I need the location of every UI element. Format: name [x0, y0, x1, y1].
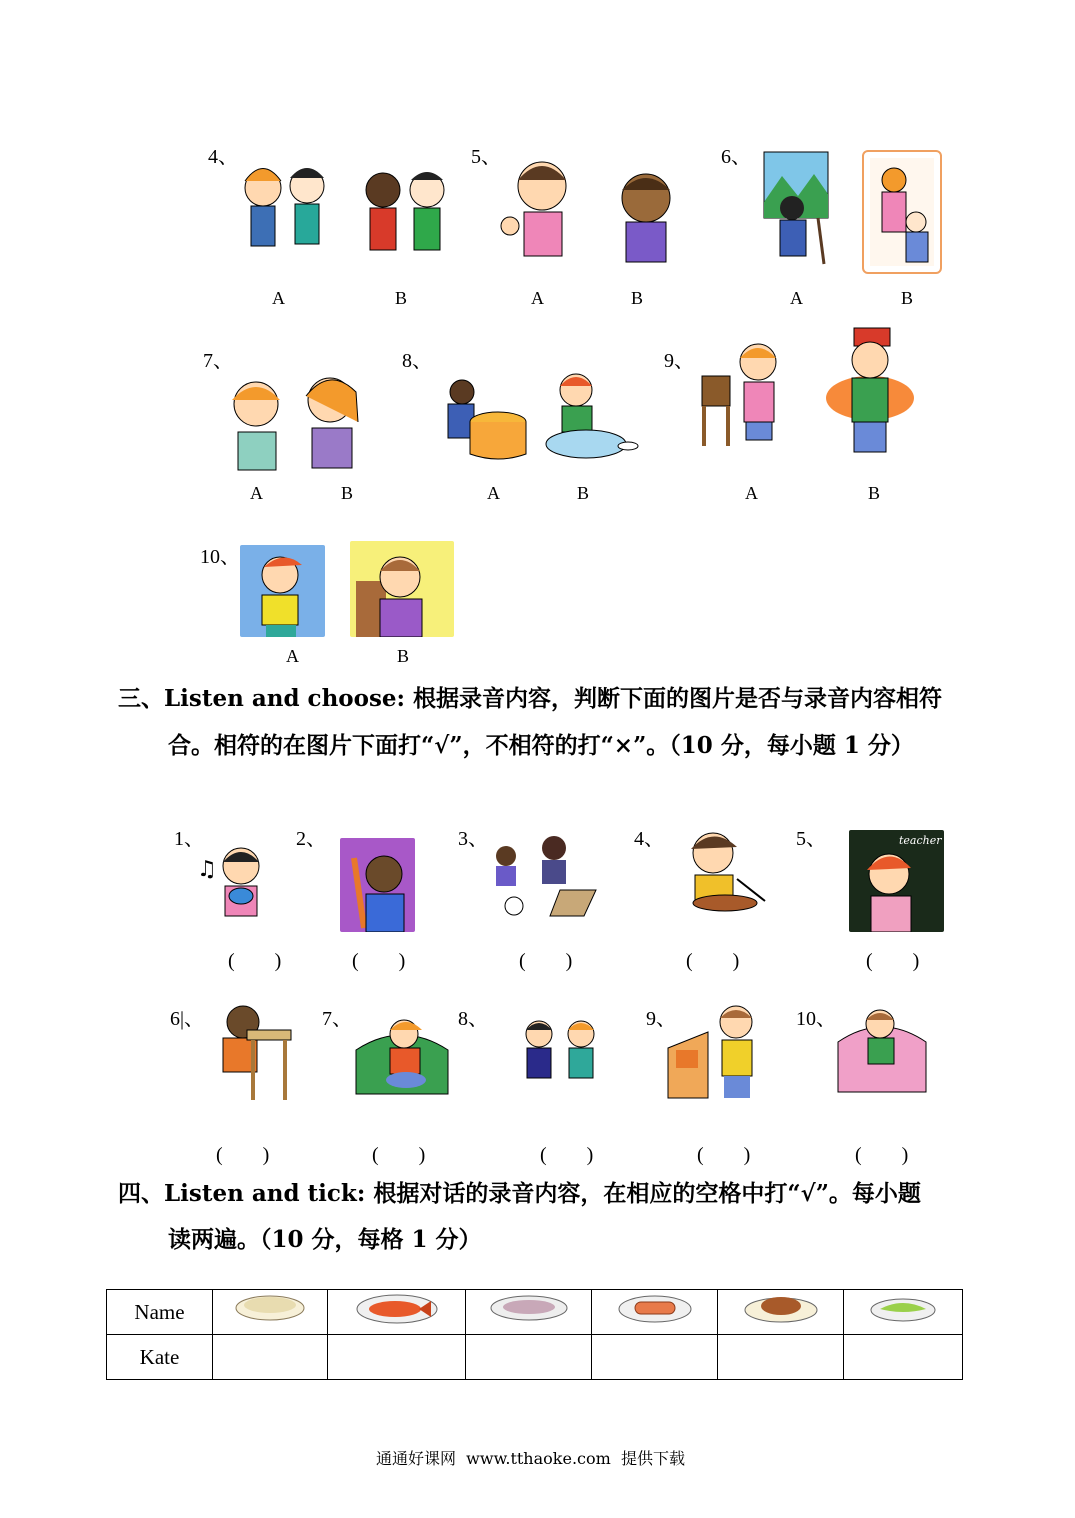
picture-s3-10 — [834, 1002, 930, 1094]
answer-blank[interactable]: ( ) — [697, 1144, 751, 1166]
question-number: 7、 — [322, 1008, 352, 1030]
soup-bowl-icon — [466, 1290, 592, 1335]
picture-s3-3 — [484, 830, 602, 918]
option-label-a: A — [790, 288, 803, 308]
question-number: 4、 — [208, 146, 238, 168]
svg-text:♫: ♫ — [197, 857, 217, 882]
answer-blank[interactable]: ( ) — [372, 1144, 426, 1166]
answer-blank[interactable]: ( ) — [352, 950, 406, 972]
question-number: 5、 — [471, 146, 501, 168]
answer-blank[interactable]: ( ) — [540, 1144, 594, 1166]
picture-9a — [692, 336, 792, 454]
sausage-plate-icon — [592, 1290, 718, 1335]
question-number: 2、 — [296, 828, 326, 850]
question-number: 6、 — [721, 146, 751, 168]
picture-5a — [490, 146, 590, 266]
question-number: 10、 — [796, 1008, 836, 1030]
picture-s3-7 — [350, 1010, 455, 1098]
tick-cell[interactable] — [592, 1335, 718, 1380]
picture-8a — [436, 372, 528, 464]
option-label-b: B — [631, 288, 644, 308]
question-number: 8、 — [458, 1008, 488, 1030]
answer-blank[interactable]: ( ) — [686, 950, 740, 972]
option-label-a: A — [487, 483, 500, 503]
tick-cell[interactable] — [466, 1335, 592, 1380]
option-label-b: B — [397, 646, 410, 666]
picture-4a — [235, 146, 335, 268]
picture-s3-4 — [665, 825, 770, 917]
picture-s3-2 — [340, 838, 415, 932]
answer-blank[interactable]: ( ) — [866, 950, 920, 972]
option-label-b: B — [341, 483, 354, 503]
tick-table — [106, 1289, 963, 1380]
question-number: 8、 — [402, 350, 432, 372]
option-label-b: B — [901, 288, 914, 308]
fish-plate-icon — [328, 1290, 466, 1335]
picture-10b — [350, 541, 454, 637]
question-number: 3、 — [458, 828, 488, 850]
option-label-a: A — [531, 288, 544, 308]
option-label-a: A — [286, 646, 299, 666]
picture-10a — [240, 545, 325, 637]
question-number: 9、 — [664, 350, 694, 372]
table-row-label-kate: Kate — [107, 1335, 213, 1380]
option-label-b: B — [577, 483, 590, 503]
option-label-b: B — [868, 483, 881, 503]
answer-blank[interactable]: ( ) — [855, 1144, 909, 1166]
tick-cell[interactable] — [328, 1335, 466, 1380]
table-header-name: Name — [107, 1290, 213, 1335]
answer-blank[interactable]: ( ) — [228, 950, 282, 972]
section-4-heading-line-2: 读两遍。（10 分，每格 1 分） — [168, 1226, 482, 1253]
picture-6b — [862, 150, 942, 274]
meat-plate-icon — [718, 1290, 844, 1335]
picture-6a — [758, 146, 834, 266]
picture-7a — [222, 370, 292, 474]
tick-cell[interactable] — [844, 1335, 963, 1380]
answer-blank[interactable]: ( ) — [519, 950, 573, 972]
question-number: 6|、 — [170, 1008, 205, 1030]
question-number: 10、 — [200, 546, 240, 568]
question-number: 1、 — [174, 828, 204, 850]
picture-5b — [606, 158, 686, 266]
picture-7b — [296, 362, 366, 474]
rice-bowl-icon — [213, 1290, 328, 1335]
tick-cell[interactable] — [718, 1335, 844, 1380]
question-number: 7、 — [203, 350, 233, 372]
picture-s3-1 — [195, 836, 285, 924]
option-label-b: B — [395, 288, 408, 308]
option-label-a: A — [250, 483, 263, 503]
question-number: 4、 — [634, 828, 664, 850]
option-label-a: A — [272, 288, 285, 308]
teacher-board-text: teacher — [899, 834, 942, 847]
section-3-heading-line-1: 三、Listen and choose: 根据录音内容，判断下面的图片是否与录音内容相符 — [118, 685, 943, 712]
answer-blank[interactable]: ( ) — [216, 1144, 270, 1166]
vegetable-plate-icon — [844, 1290, 963, 1335]
section-4-heading-line-1: 四、Listen and tick: 根据对话的录音内容，在相应的空格中打“√”。每小题 — [118, 1180, 921, 1207]
section-3-heading-line-2: 合。相符的在图片下面打“√”，不相符的打“×”。（10 分，每小题 1 分） — [168, 732, 914, 759]
table-row — [107, 1335, 963, 1380]
option-label-a: A — [745, 483, 758, 503]
table-row — [107, 1290, 963, 1335]
picture-8b — [540, 368, 640, 466]
picture-s3-8 — [515, 1016, 607, 1102]
picture-s3-5 — [849, 830, 944, 932]
picture-s3-9 — [664, 998, 766, 1102]
question-number: 9、 — [646, 1008, 676, 1030]
tick-cell[interactable] — [213, 1335, 328, 1380]
footer-credit: 通通好课网 www.tthaoke.com 提供下载 — [376, 1449, 685, 1468]
question-number: 5、 — [796, 828, 826, 850]
picture-4b — [355, 150, 455, 268]
picture-9b — [810, 318, 930, 468]
picture-s3-6 — [203, 1000, 295, 1104]
